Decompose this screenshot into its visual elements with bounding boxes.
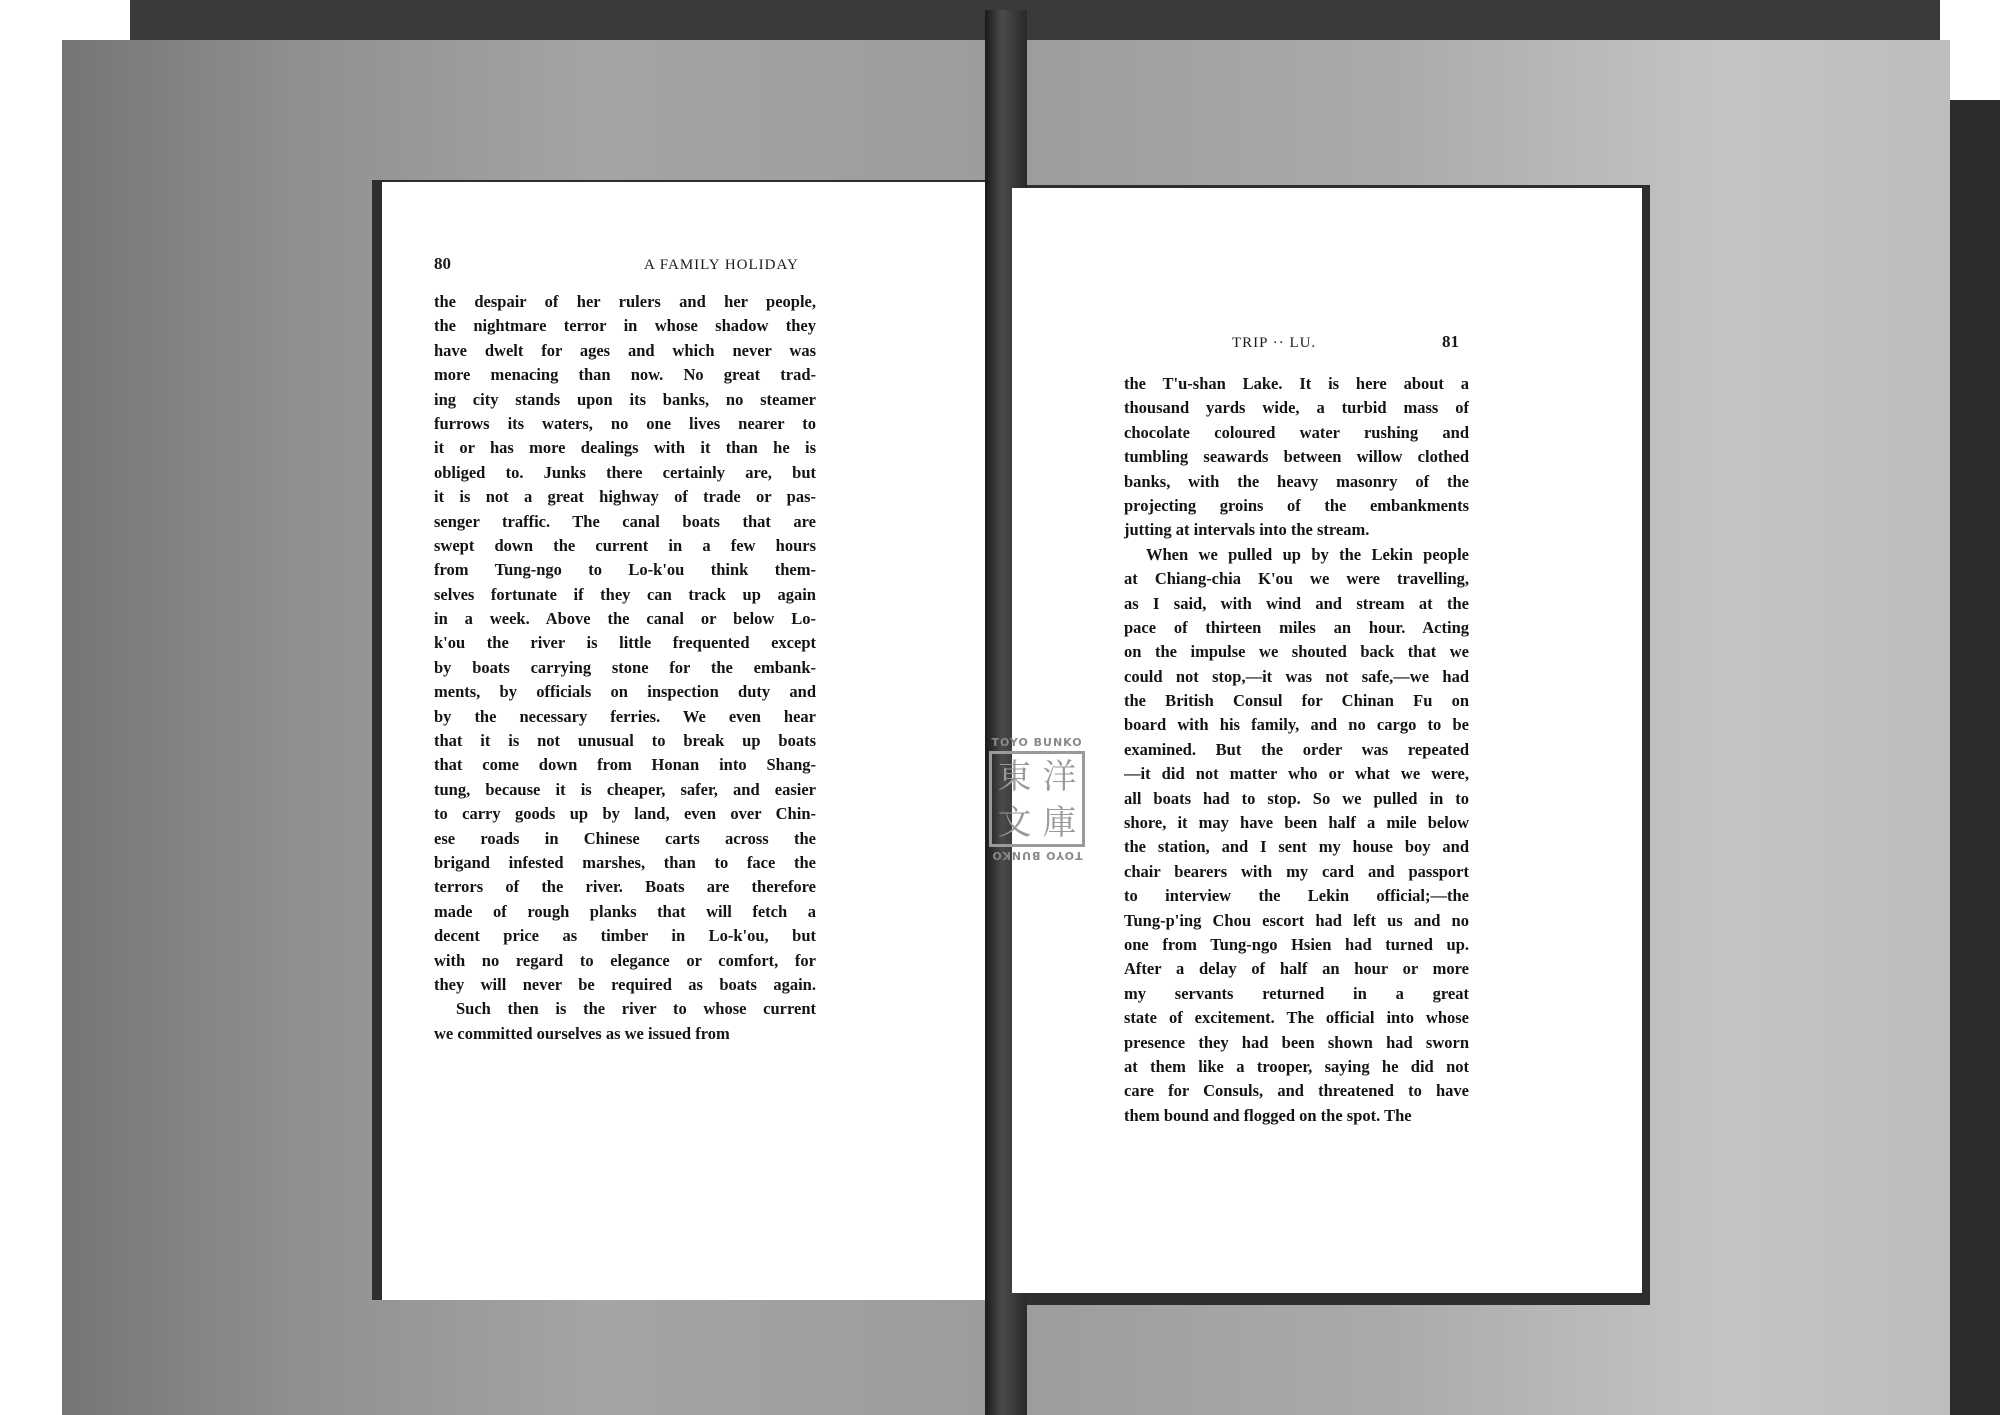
text-line: state of excitement. The official into whose (1124, 1008, 1469, 1028)
text-line: them bound and flogged on the spot. The (1124, 1105, 1412, 1125)
text-line: have dwelt for ages and which never was (434, 340, 816, 360)
text-line: presence they had been shown had sworn (1124, 1032, 1469, 1052)
text-line: projecting groins of the embankments (1124, 495, 1469, 515)
left-page (382, 182, 1000, 1300)
text-line: the despair of her rulers and her people, (434, 292, 816, 311)
text-line: tumbling seawards between willow clothed (1124, 447, 1469, 467)
text-line: tung, because it is cheaper, safer, and easier (434, 779, 816, 799)
left-running-head: A FAMILY HOLIDAY (644, 257, 799, 273)
text-line: made of rough planks that will fetch a (434, 901, 816, 921)
right-page-number: 81 (1442, 332, 1459, 351)
text-line: banks, with the heavy masonry of the (1124, 471, 1469, 491)
text-line: board with his family, and no cargo to be (1124, 715, 1469, 735)
library-stamp (984, 736, 1090, 860)
text-line: chair bearers with my card and passport (1124, 861, 1469, 881)
text-line: at Chiang-chia K'ou we were travelling, (1124, 569, 1469, 589)
right-running-head: TRIP ·· LU. (1232, 335, 1317, 351)
text-line: that it is not unusual to break up boats (434, 731, 816, 751)
text-line: at them like a trooper, saying he did not (1124, 1056, 1469, 1076)
text-line: all boats had to stop. So we pulled in to (1124, 788, 1469, 808)
text-line: ese roads in Chinese carts across the (434, 828, 816, 848)
right-page-text (1124, 372, 1469, 1128)
text-line: one from Tung-ngo Hsien had turned up. (1124, 934, 1469, 954)
text-line: on the impulse we shouted back that we (1124, 642, 1469, 662)
text-line: more menacing than now. No great trad- (434, 365, 816, 385)
text-line: the British Consul for Chinan Fu on (1124, 691, 1469, 711)
text-line: terrors of the river. Boats are therefore (434, 877, 816, 897)
text-line: thousand yards wide, a turbid mass of (1124, 398, 1469, 418)
text-line: to interview the Lekin official;—the (1124, 886, 1469, 906)
text-line: swept down the current in a few hours (434, 535, 816, 555)
text-line: by the necessary ferries. We even hear (434, 706, 816, 726)
left-page-text (434, 290, 816, 1046)
seal-char: 庫 (1042, 803, 1077, 843)
text-line: decent price as timber in Lo-k'ou, but (434, 926, 816, 946)
text-line: examined. But the order was repeated (1124, 739, 1469, 759)
text-line: ments, by officials on inspection duty and (434, 682, 816, 702)
text-line: could not stop,—it was not safe,—we had (1124, 666, 1469, 686)
text-line: that come down from Honan into Shang- (434, 755, 816, 775)
text-line: we committed ourselves as we issued from (434, 1023, 730, 1043)
stamp-seal (989, 751, 1085, 847)
text-line: the station, and I sent my house boy and (1124, 837, 1469, 857)
text-line: shore, it may have been half a mile below (1124, 813, 1469, 833)
text-line: care for Consuls, and threatened to have (1124, 1081, 1469, 1101)
text-line: After a delay of half an hour or more (1124, 959, 1469, 979)
text-line: Such then is the river to whose current (456, 999, 816, 1019)
stamp-label-bottom: TOYO BUNKO (991, 849, 1083, 862)
text-line: selves fortunate if they can track up again (434, 584, 816, 604)
text-line: ing city stands upon its banks, no steamer (434, 389, 816, 409)
text-line: furrows its waters, no one lives nearer to (434, 413, 816, 433)
text-line: it is not a great highway of trade or pas- (434, 487, 816, 507)
left-page-number: 80 (434, 254, 451, 273)
text-line: pace of thirteen miles an hour. Acting (1124, 617, 1469, 637)
text-line: obliged to. Junks there certainly are, but (434, 462, 816, 482)
text-line: in a week. Above the canal or below Lo- (434, 609, 816, 629)
text-line: chocolate coloured water rushing and (1124, 422, 1469, 442)
text-line: it or has more dealings with it than he is (434, 438, 816, 458)
text-line: the nightmare terror in whose shadow they (434, 316, 816, 336)
scan-right-edge (1950, 100, 2000, 1415)
text-line: senger traffic. The canal boats that are (434, 511, 816, 531)
seal-char: 洋 (1042, 757, 1077, 797)
seal-char: 文 (997, 803, 1032, 843)
text-line: jutting at intervals into the stream. (1124, 520, 1370, 540)
text-line: they will never be required as boats again. (434, 974, 816, 994)
text-line: brigand infested marshes, than to face the (434, 852, 816, 872)
text-line: When we pulled up by the Lekin people (1146, 544, 1469, 564)
text-line: from Tung-ngo to Lo-k'ou think them- (434, 560, 816, 580)
text-line: the T'u-shan Lake. It is here about a (1124, 374, 1469, 393)
text-line: as I said, with wind and stream at the (1124, 593, 1469, 613)
text-line: with no regard to elegance or comfort, for (434, 950, 816, 970)
stamp-label-top: TOYO BUNKO (991, 736, 1083, 749)
text-line: my servants returned in a great (1124, 983, 1469, 1003)
text-line: by boats carrying stone for the embank- (434, 657, 816, 677)
text-line: to carry goods up by land, even over Chin- (434, 804, 816, 824)
right-page (1012, 188, 1642, 1293)
text-line: Tung-p'ing Chou escort had left us and no (1124, 910, 1469, 930)
text-line: —it did not matter who or what we were, (1124, 764, 1469, 784)
seal-char: 東 (997, 757, 1032, 797)
text-line: k'ou the river is little frequented except (434, 633, 816, 653)
